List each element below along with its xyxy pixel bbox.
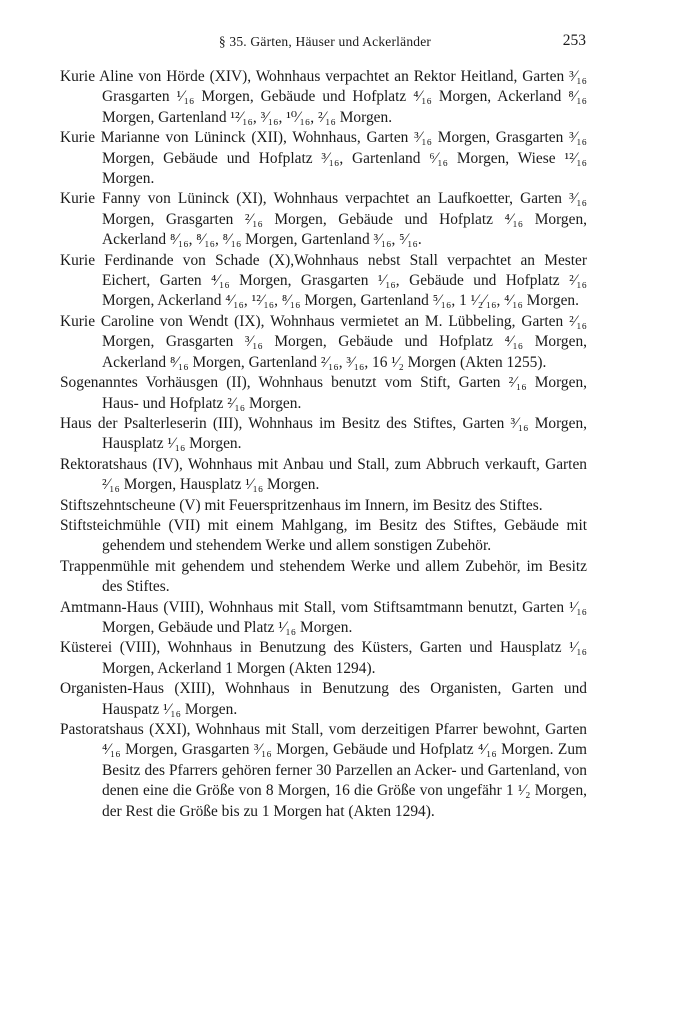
list-item: Kurie Marianne von Lüninck (XII), Wohnhaus, Garten ³⁄₁₆ Morgen, Grasgarten ³⁄₁₆ Morgen, Gebäude und Hofplatz ³⁄₁₆, Gartenland ⁶⁄₁₆ Morgen, Wiese ¹²⁄₁₆ Morgen. <box>60 129 587 188</box>
list-item: Sogenanntes Vorhäusgen (II), Wohnhaus benutzt vom Stift, Garten ²⁄₁₆ Morgen, Haus- und Hofplatz ²⁄₁₆ Morgen. <box>60 374 587 412</box>
list-item: Kurie Aline von Hörde (XIV), Wohnhaus verpachtet an Rektor Heitland, Garten ³⁄₁₆ Grasgarten ¹⁄₁₆ Morgen, Gebäude und Hofplatz ⁴⁄₁₆ Morgen, Ackerland ⁸⁄₁₆ Morgen, Gartenland ¹²⁄₁₆, ³⁄₁₆, ¹⁰⁄₁₆, ²⁄₁₆ Morgen. <box>60 68 587 126</box>
list-item: Trappenmühle mit gehendem und stehendem Werke und allem Zubehör, im Besitz des Stiftes. <box>60 557 587 596</box>
running-header <box>0 32 700 52</box>
list-item: Kurie Fanny von Lüninck (XI), Wohnhaus verpachtet an Laufkoetter, Garten ³⁄₁₆ Morgen, Grasgarten ²⁄₁₆ Morgen, Gebäude und Hofplatz ⁴⁄₁₆ Morgen, Ackerland ⁸⁄₁₆, ⁸⁄₁₆, ⁸⁄₁₆ Morgen, Gartenland ³⁄₁₆, ⁵⁄₁₆. <box>60 190 587 249</box>
property-list <box>60 67 587 822</box>
list-item: Amtmann-Haus (VIII), Wohnhaus mit Stall, vom Stiftsamtmann benutzt, Garten ¹⁄₁₆ Morgen, Gebäude und Platz ¹⁄₁₆ Morgen. <box>60 598 587 636</box>
list-item: Stiftszehntscheune (V) mit Feuerspritzenhaus im Innern, im Besitz des Stiftes. <box>60 496 543 514</box>
list-item: Stiftsteichmühle (VII) mit einem Mahlgang, im Besitz des Stiftes, Gebäude mit gehendem und stehendem Werke und allem sonstigen Zubehör. <box>60 516 587 555</box>
list-item: Rektoratshaus (IV), Wohnhaus mit Anbau und Stall, zum Abbruch verkauft, Garten ²⁄₁₆ Morgen, Hausplatz ¹⁄₁₆ Morgen. <box>60 455 587 494</box>
running-title: § 35. Gärten, Häuser und Ackerländer <box>218 34 432 49</box>
page-number: 253 <box>562 32 586 49</box>
list-item: Haus der Psalterleserin (III), Wohnhaus im Besitz des Stiftes, Garten ³⁄₁₆ Morgen, Hausplatz ¹⁄₁₆ Morgen. <box>60 414 587 453</box>
list-item: Kurie Caroline von Wendt (IX), Wohnhaus vermietet an M. Lübbeling, Garten ²⁄₁₆ Morgen, Grasgarten ³⁄₁₆ Morgen, Gebäude und Hofplatz ⁴⁄₁₆ Morgen, Ackerland ⁸⁄₁₆ Morgen, Gartenland ²⁄₁₆, ³⁄₁₆, 16 ¹⁄₂ Morgen (Akten 1255). <box>60 312 587 371</box>
list-item: Pastoratshaus (XXI), Wohnhaus mit Stall, vom derzeitigen Pfarrer bewohnt, Garten ⁴⁄₁₆ Morgen, Grasgarten ³⁄₁₆ Morgen, Gebäude und Hofplatz ⁴⁄₁₆ Morgen. Zum Besitz des Pfarrers gehören ferner 30 Parzellen an Acker- und Gartenland, von denen eine die Größe von 8 Morgen, 16 die Größe von ungefähr 1 ¹⁄₂ Morgen, der Rest die Größe bis zu 1 Morgen hat (Akten 1294). <box>60 721 587 820</box>
list-item: Organisten-Haus (XIII), Wohnhaus in Benutzung des Organisten, Garten und Hauspatz ¹⁄₁₆ Morgen. <box>60 680 587 718</box>
list-item: Kurie Ferdinande von Schade (X),Wohnhaus nebst Stall verpachtet an Mester Eichert, Garten ⁴⁄₁₆ Morgen, Grasgarten ¹⁄₁₆, Gebäude und Hofplatz ²⁄₁₆ Morgen, Ackerland ⁴⁄₁₆, ¹²⁄₁₆, ⁸⁄₁₆ Morgen, Gartenland ⁵⁄₁₆, 1 ¹⁄₂⁄₁₆, ⁴⁄₁₆ Morgen. <box>60 251 587 310</box>
list-item: Küsterei (VIII), Wohnhaus in Benutzung des Küsters, Garten und Hausplatz ¹⁄₁₆ Morgen, Ackerland 1 Morgen (Akten 1294). <box>60 639 587 677</box>
